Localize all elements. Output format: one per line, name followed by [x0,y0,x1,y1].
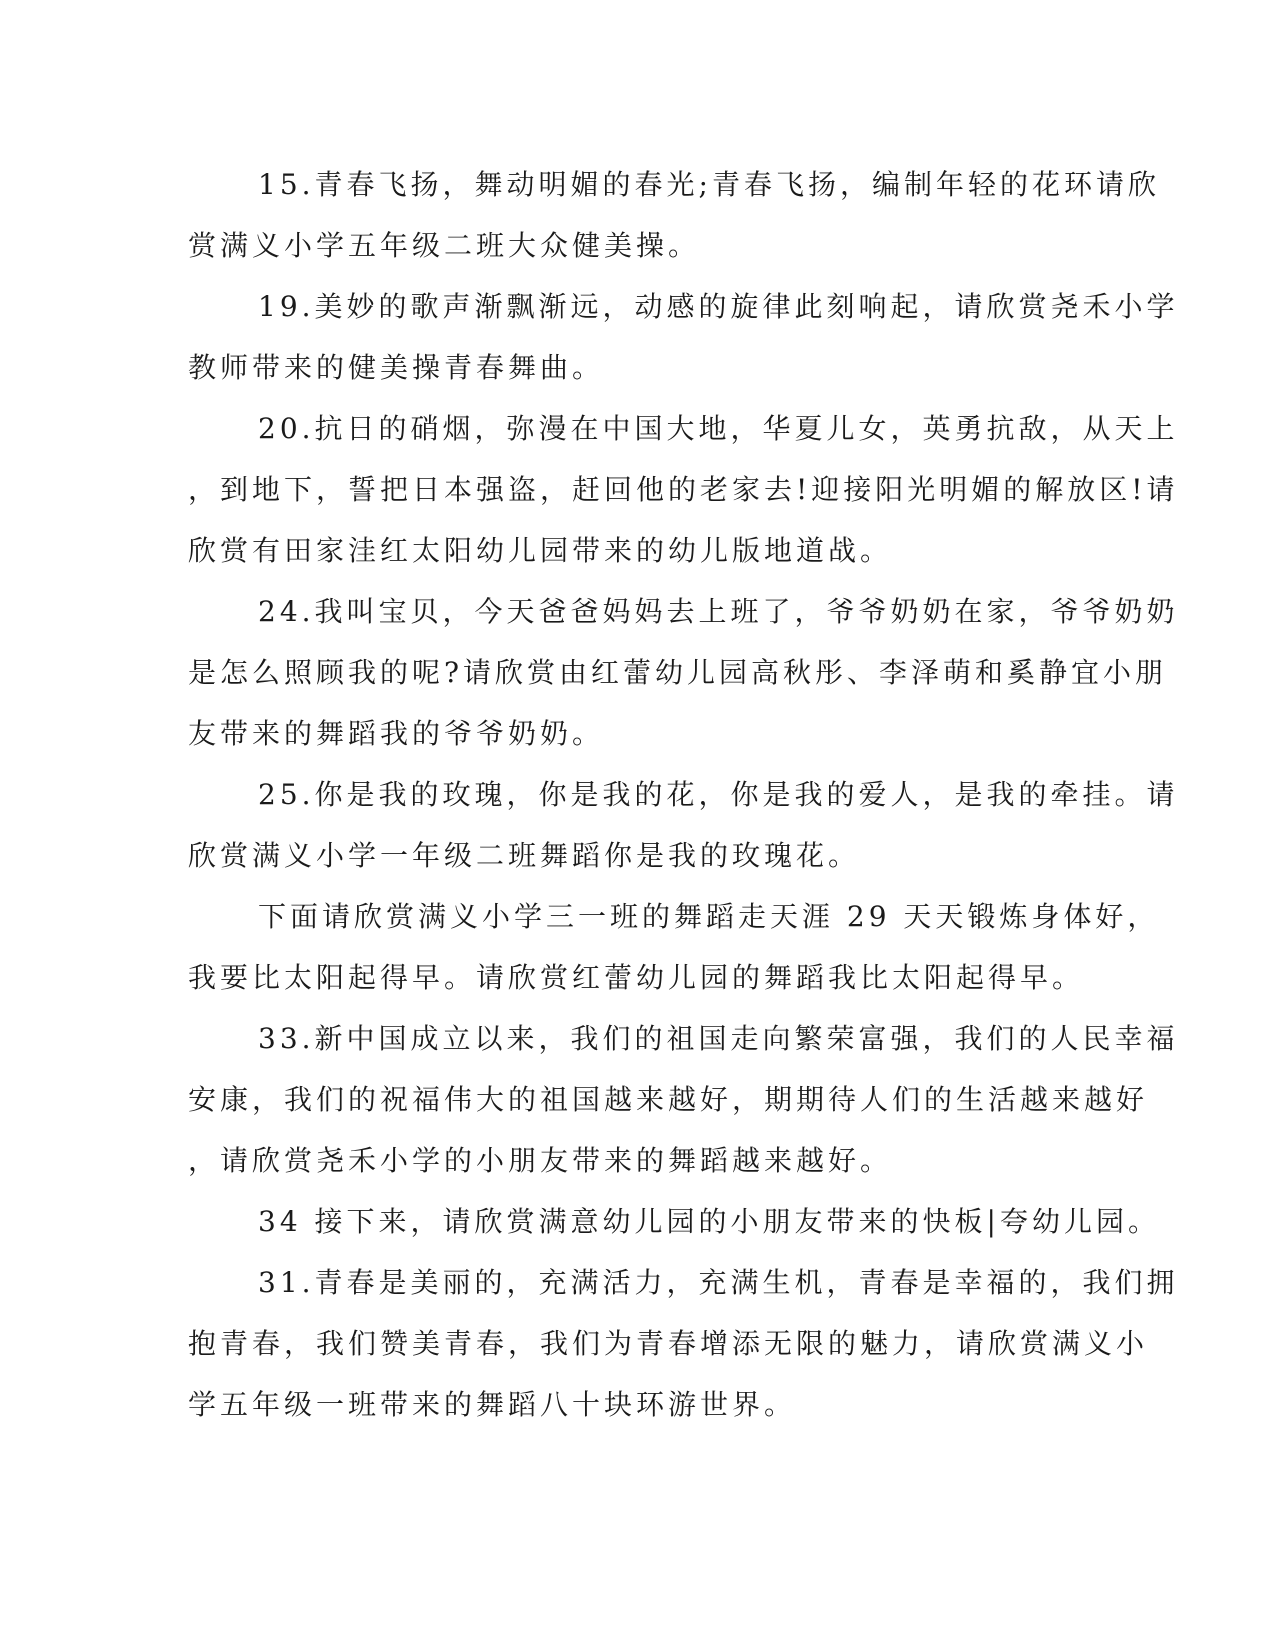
text-line: ，到地下，誓把日本强盗，赶回他的老家去!迎接阳光明媚的解放区!请 [188,473,1179,506]
text-line: 抱青春，我们赞美青春，我们为青春增添无限的魅力，请欣赏满义小 [188,1327,1149,1360]
text-line: 24.我叫宝贝，今天爸爸妈妈去上班了，爷爷奶奶在家，爷爷奶奶 [258,595,1179,628]
text-line: 欣赏满义小学一年级二班舞蹈你是我的玫瑰花。 [188,839,861,872]
paragraph-29 [188,886,1160,1008]
text-line: 34 接下来，请欣赏满意幼儿园的小朋友带来的快板|夸幼儿园。 [258,1205,1160,1238]
text-line: ，请欣赏尧禾小学的小朋友带来的舞蹈越来越好。 [188,1144,893,1177]
paragraph-31 [188,1252,1179,1435]
text-line: 学五年级一班带来的舞蹈八十块环游世界。 [188,1388,797,1421]
paragraph-15 [188,154,1160,276]
text-line: 友带来的舞蹈我的爷爷奶奶。 [188,717,605,750]
text-line: 19.美妙的歌声渐飘渐远，动感的旋律此刻响起，请欣赏尧禾小学 [258,290,1179,323]
text-line: 我要比太阳起得早。请欣赏红蕾幼儿园的舞蹈我比太阳起得早。 [188,961,1085,994]
text-line: 安康，我们的祝福伟大的祖国越来越好，期期待人们的生活越来越好 [188,1083,1149,1116]
text-line: 教师带来的健美操青春舞曲。 [188,351,605,384]
paragraph-34 [188,1191,1160,1252]
paragraph-19 [188,276,1179,398]
text-line: 25.你是我的玫瑰，你是我的花，你是我的爱人，是我的牵挂。请 [258,778,1179,811]
text-line: 欣赏有田家洼红太阳幼儿园带来的幼儿版地道战。 [188,534,893,567]
text-line: 是怎么照顾我的呢?请欣赏由红蕾幼儿园高秋彤、李泽萌和奚静宜小朋 [188,656,1168,689]
text-line: 赏满义小学五年级二班大众健美操。 [188,229,701,262]
paragraph-33 [188,1008,1179,1191]
paragraph-24 [188,581,1179,764]
text-line: 31.青春是美丽的，充满活力，充满生机，青春是幸福的，我们拥 [258,1266,1179,1299]
text-line: 15.青春飞扬，舞动明媚的春光;青春飞扬，编制年轻的花环请欣 [258,168,1160,201]
text-line: 下面请欣赏满义小学三一班的舞蹈走天涯 29 天天锻炼身体好， [258,900,1160,933]
document-body [188,154,1179,1435]
paragraph-25 [188,764,1179,886]
text-line: 20.抗日的硝烟，弥漫在中国大地，华夏儿女，英勇抗敌，从天上 [258,412,1179,445]
text-line: 33.新中国成立以来，我们的祖国走向繁荣富强，我们的人民幸福 [258,1022,1179,1055]
paragraph-20 [188,398,1179,581]
